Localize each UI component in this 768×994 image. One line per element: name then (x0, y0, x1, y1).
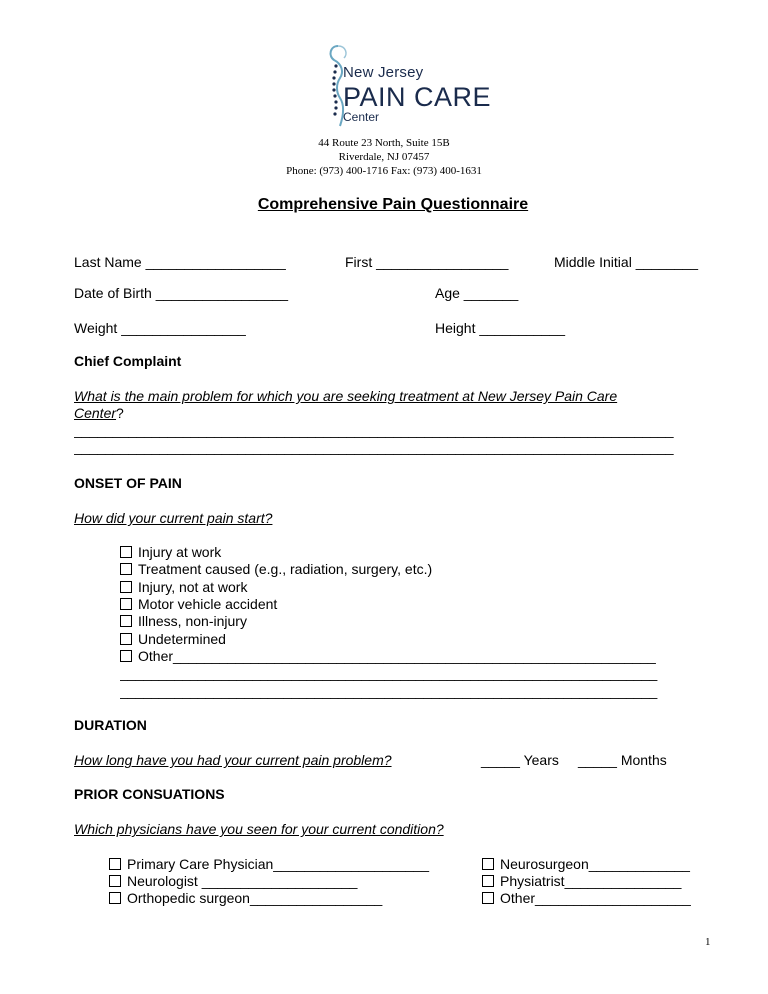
onset-option-label: Illness, non-injury (138, 613, 247, 629)
logo (318, 42, 492, 132)
physician-option[interactable] (109, 873, 357, 889)
duration-question: How long have you had your current pain problem? (74, 752, 392, 768)
dob-field[interactable]: Date of Birth _________________ (74, 285, 289, 301)
logo-line1: New Jersey (343, 64, 424, 81)
onset-option[interactable] (120, 631, 226, 647)
checkbox[interactable] (109, 892, 121, 904)
chief-complaint-question-center: Center (74, 405, 117, 421)
onset-option-label: Injury, not at work (138, 579, 248, 595)
checkbox[interactable] (120, 598, 132, 610)
chief-complaint-question-cont (74, 405, 124, 421)
logo-line3: Center (343, 110, 380, 124)
onset-option-label: Injury at work (138, 544, 222, 560)
checkbox[interactable] (120, 615, 132, 627)
onset-option-label: Other______________________________________________________________ (138, 648, 656, 664)
chief-complaint-answer-line[interactable]: _____________________________________________________________________________ (74, 439, 674, 455)
address-line1: 44 Route 23 North, Suite 15B (318, 137, 450, 149)
weight-field[interactable]: Weight ________________ (74, 320, 246, 336)
prior-question: Which physicians have you seen for your current condition? (74, 821, 444, 837)
checkbox[interactable] (109, 858, 121, 870)
chief-complaint-question-mark: ? (116, 405, 124, 421)
checkbox[interactable] (120, 650, 132, 662)
physician-option-label: Other____________________ (500, 890, 691, 906)
physician-option-label: Orthopedic surgeon_________________ (127, 890, 383, 906)
checkbox[interactable] (120, 563, 132, 575)
checkbox[interactable] (120, 581, 132, 593)
onset-option-label: Undetermined (138, 631, 226, 647)
physician-option[interactable] (482, 873, 681, 889)
onset-other-line[interactable]: _____________________________________________________________________ (120, 683, 658, 699)
physician-option-label: Neurosurgeon_____________ (500, 856, 690, 872)
address-line3: Phone: (973) 400-1716 Fax: (973) 400-1631 (286, 165, 482, 177)
physician-option-label: Primary Care Physician____________________ (127, 856, 429, 872)
duration-heading: DURATION (74, 717, 147, 733)
chief-complaint-answer-line[interactable]: _____________________________________________________________________________ (74, 422, 674, 438)
checkbox[interactable] (482, 892, 494, 904)
onset-option[interactable] (120, 596, 277, 612)
page-title: Comprehensive Pain Questionnaire (257, 196, 529, 213)
years-field[interactable]: _____ Years (481, 752, 559, 768)
onset-other-line[interactable]: _____________________________________________________________________ (120, 665, 658, 681)
checkbox[interactable] (120, 546, 132, 558)
onset-heading: ONSET OF PAIN (74, 475, 182, 491)
physician-option-label: Physiatrist_______________ (500, 873, 682, 889)
onset-option-other[interactable] (120, 648, 692, 664)
physician-option[interactable] (109, 856, 429, 872)
checkbox[interactable] (482, 858, 494, 870)
height-field[interactable]: Height ___________ (435, 320, 566, 336)
checkbox[interactable] (109, 875, 121, 887)
onset-option[interactable] (120, 579, 247, 595)
page-number: 1 (705, 936, 711, 948)
chief-complaint-question: What is the main problem for which you are seeking treatment at New Jersey Pain Care (74, 388, 618, 404)
onset-option[interactable] (120, 561, 432, 577)
address-line2: Riverdale, NJ 07457 (338, 151, 430, 163)
months-field[interactable]: _____ Months (578, 752, 667, 768)
chief-complaint-heading: Chief Complaint (74, 353, 182, 369)
age-field[interactable]: Age _______ (435, 285, 519, 301)
physician-option[interactable] (109, 890, 382, 906)
checkbox[interactable] (120, 633, 132, 645)
middle-initial-field[interactable]: Middle Initial ________ (554, 254, 698, 270)
checkbox[interactable] (482, 875, 494, 887)
physician-option[interactable] (482, 856, 690, 872)
physician-option-label: Neurologist ____________________ (127, 873, 358, 889)
logo-line2: PAIN CARE (343, 82, 492, 112)
physician-option[interactable] (482, 890, 691, 906)
onset-option[interactable] (120, 613, 247, 629)
onset-question: How did your current pain start? (74, 510, 273, 526)
onset-option-label: Motor vehicle accident (138, 596, 278, 612)
last-name-field[interactable]: Last Name __________________ (74, 254, 286, 270)
first-name-field[interactable]: First _________________ (345, 254, 509, 270)
onset-option-label: Treatment caused (e.g., radiation, surgery, etc.) (138, 561, 433, 577)
onset-option[interactable] (120, 544, 221, 560)
prior-heading: PRIOR CONSUATIONS (74, 786, 225, 802)
